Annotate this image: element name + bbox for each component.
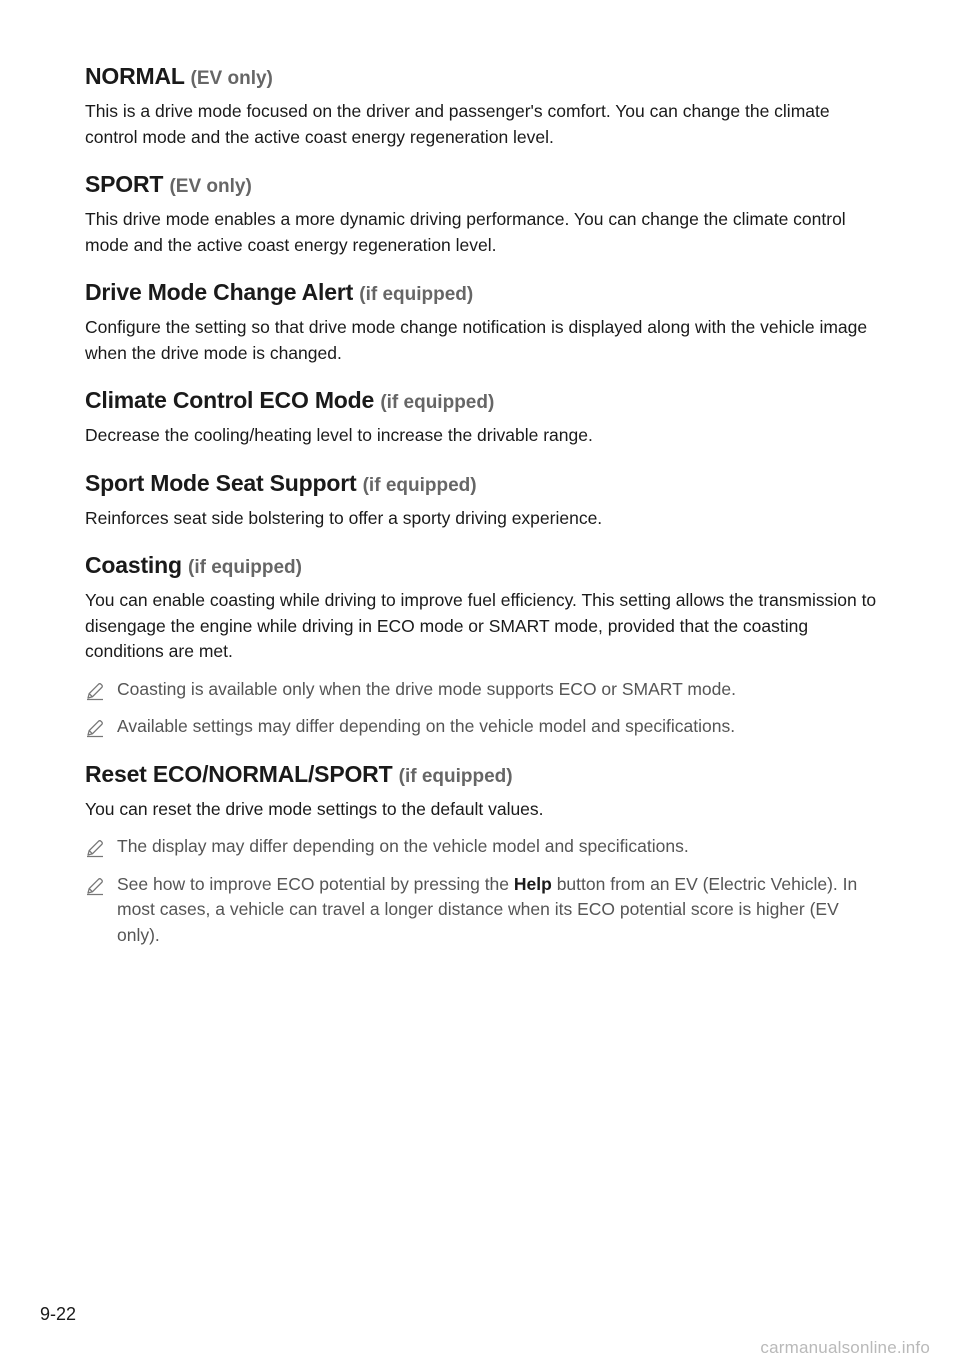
note-text: Coasting is available only when the drive mode supports ECO or SMART mode. (117, 678, 736, 699)
section-heading (85, 60, 885, 95)
note-text-after: button from an EV (Electric Vehicle). In most cases, a vehicle can travel a longer distance when its ECO potential score is higher (EV only). (117, 873, 858, 945)
section-heading (85, 168, 885, 203)
section-body: This is a drive mode focused on the driver and passenger's comfort. You can change the climate control mode and the active coast energy regeneration level. (85, 101, 830, 147)
section-heading (85, 467, 885, 502)
heading-title: SPORT (85, 171, 164, 197)
pencil-note-icon (85, 718, 105, 738)
heading-qualifier: (EV only) (190, 68, 273, 89)
pencil-note-icon (85, 838, 105, 858)
section-body: Decrease the cooling/heating level to increase the drivable range. (85, 425, 593, 445)
heading-qualifier: (if equipped) (359, 284, 474, 305)
section-normal (85, 60, 885, 150)
help-button-label: Help (513, 873, 552, 894)
section-heading (85, 276, 885, 311)
pencil-note-icon (85, 681, 105, 701)
heading-title: Climate Control ECO Mode (85, 387, 375, 413)
note (85, 677, 885, 703)
note (85, 872, 885, 949)
heading-qualifier: (EV only) (169, 176, 252, 197)
section-body: Reinforces seat side bolstering to offer a sporty driving experience. (85, 507, 603, 528)
note-text: The display may differ depending on the vehicle model and specifications. (117, 836, 689, 856)
section-body: Configure the setting so that drive mode change notification is displayed along with the vehicle image when the drive mode is changed. (85, 317, 868, 363)
section-heading (85, 758, 885, 793)
heading-qualifier: (if equipped) (398, 765, 513, 787)
section-heading (85, 384, 885, 419)
heading-title: Reset ECO/NORMAL/SPORT (85, 760, 393, 787)
heading-qualifier: (if equipped) (188, 557, 302, 578)
note (85, 714, 885, 740)
note (85, 834, 885, 860)
section-body: This drive mode enables a more dynamic driving performance. You can change the climate control mode and the active coast energy regeneration level. (85, 209, 846, 255)
heading-title: Sport Mode Seat Support (85, 469, 357, 496)
manual-content (85, 60, 885, 948)
heading-qualifier: (if equipped) (362, 474, 477, 496)
section-heading (85, 549, 885, 584)
pencil-note-icon (85, 876, 105, 896)
section-body: You can enable coasting while driving to improve fuel efficiency. This setting allows the transmission to disengage the engine while driving in ECO mode or SMART mode, provided that the coasting conditions are met. (85, 590, 877, 661)
note-text-before: See how to improve ECO potential by pressing the (117, 873, 514, 894)
heading-title: Drive Mode Change Alert (85, 279, 354, 305)
section-reset-eco-normal-sport (85, 758, 885, 949)
section-coasting (85, 549, 885, 740)
section-climate-control-eco-mode (85, 384, 885, 449)
section-sport-mode-seat-support (85, 467, 885, 532)
heading-title: Coasting (85, 552, 182, 578)
section-drive-mode-change-alert (85, 276, 885, 366)
note-text (117, 874, 857, 945)
heading-title: NORMAL (85, 63, 185, 89)
watermark: carmanualsonline.info (760, 1338, 930, 1357)
section-sport (85, 168, 885, 258)
page-number: 9-22 (40, 1304, 77, 1324)
note-text: Available settings may differ depending on the vehicle model and specifications. (117, 716, 736, 736)
section-body: You can reset the drive mode settings to the default values. (85, 798, 544, 819)
heading-qualifier: (if equipped) (380, 392, 495, 413)
